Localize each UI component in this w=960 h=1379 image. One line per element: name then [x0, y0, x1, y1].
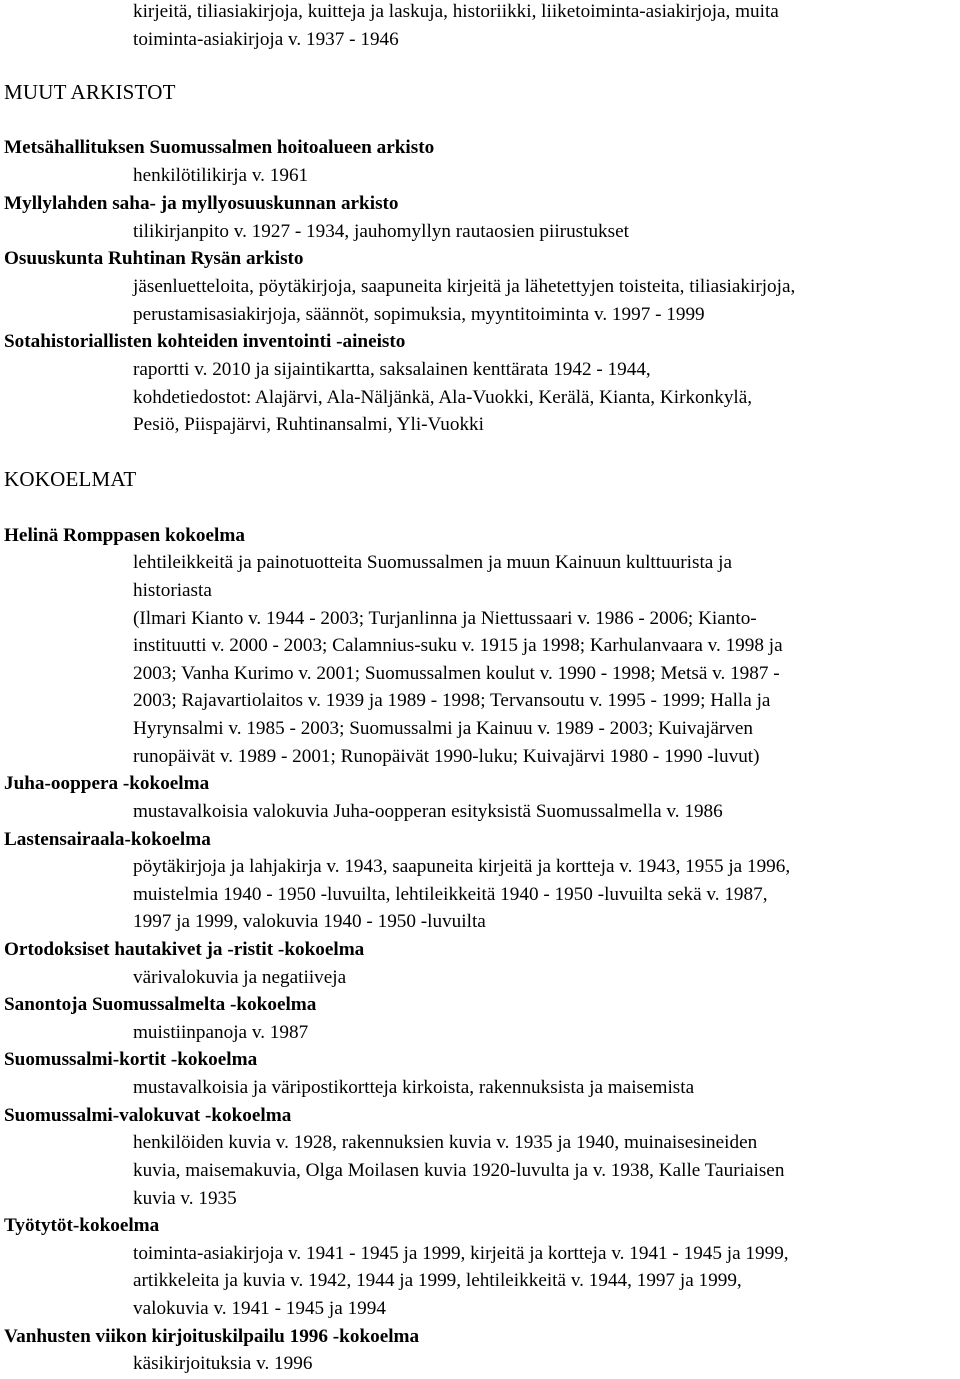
entry-text: historiasta	[133, 580, 212, 601]
entry-text: perustamisasiakirjoja, säännöt, sopimuksia, myyntitoiminta v. 1997 - 1999	[133, 304, 705, 325]
entry-text: henkilöiden kuvia v. 1928, rakennuksien kuvia v. 1935 ja 1940, muinaisesineiden	[133, 1132, 758, 1153]
entry-text: raportti v. 2010 ja sijaintikartta, saksalainen kenttärata 1942 - 1944,	[133, 359, 651, 380]
entry-text: värivalokuvia ja negatiiveja	[133, 967, 347, 988]
entry-text: (Ilmari Kianto v. 1944 - 2003; Turjanlinna ja Niettussaari v. 1986 - 2006; Kianto-	[133, 608, 757, 629]
entry-text: mustavalkoisia valokuvia Juha-oopperan esityksistä Suomussalmella v. 1986	[133, 801, 723, 822]
entry-text: kuvia v. 1935	[133, 1188, 237, 1209]
continuation-line: toiminta-asiakirjoja v. 1937 - 1946	[133, 29, 399, 50]
entry-text: kuvia, maisemakuvia, Olga Moilasen kuvia 1920-luvulta ja v. 1938, Kalle Tauriaisen	[133, 1160, 785, 1181]
entry-text: lehtileikkeitä ja painotuotteita Suomussalmen ja muun Kainuun kulttuurista ja	[133, 552, 732, 573]
entry-text: Pesiö, Piispajärvi, Ruhtinansalmi, Yli-Vuokki	[133, 414, 484, 435]
entry-text: muistelmia 1940 - 1950 -luvuilta, lehtileikkeitä 1940 - 1950 -luvuilta sekä v. 1987,	[133, 884, 768, 905]
entry-text: kohdetiedostot: Alajärvi, Ala-Näljänkä, Ala-Vuokki, Kerälä, Kianta, Kirkonkylä,	[133, 387, 753, 408]
entry-text: runopäivät v. 1989 - 2001; Runopäivät 1990-luku; Kuivajärvi 1980 - 1990 -luvut)	[133, 746, 760, 767]
entry-title: Helinä Romppasen kokoelma	[4, 525, 245, 546]
entry-title: Metsähallituksen Suomussalmen hoitoalueen arkisto	[4, 137, 435, 158]
entry-title: Osuuskunta Ruhtinan Rysän arkisto	[4, 248, 304, 269]
entry-text: muistiinpanoja v. 1987	[133, 1022, 309, 1043]
entry-title: Suomussalmi-valokuvat -kokoelma	[4, 1105, 292, 1126]
section-heading: KOKOELMAT	[4, 467, 137, 491]
entry-title: Juha-ooppera -kokoelma	[4, 773, 210, 794]
entry-title: Työtytöt-kokoelma	[4, 1215, 160, 1236]
entry-text: henkilötilikirja v. 1961	[133, 165, 309, 186]
entry-text: jäsenluetteloita, pöytäkirjoja, saapuneita kirjeitä ja lähetettyjen toisteita, tiliasiakirjoja,	[133, 276, 796, 297]
entry-text: valokuvia v. 1941 - 1945 ja 1994	[133, 1298, 386, 1319]
entry-text: Hyrynsalmi v. 1985 - 2003; Suomussalmi ja Kainuu v. 1989 - 2003; Kuivajärven	[133, 718, 753, 739]
entry-text: pöytäkirjoja ja lahjakirja v. 1943, saapuneita kirjeitä ja kortteja v. 1943, 1955 ja 1996,	[133, 856, 791, 877]
entry-text: mustavalkoisia ja väripostikortteja kirkoista, rakennuksista ja maisemista	[133, 1077, 695, 1098]
section-heading: MUUT ARKISTOT	[4, 80, 176, 104]
entry-text: 1997 ja 1999, valokuvia 1940 - 1950 -luvuilta	[133, 911, 486, 932]
entry-text: käsikirjoituksia v. 1996	[133, 1353, 313, 1374]
entry-title: Lastensairaala-kokoelma	[4, 829, 211, 850]
entry-text: tilikirjanpito v. 1927 - 1934, jauhomyllyn rautaosien piirustukset	[133, 221, 629, 242]
entry-text: artikkeleita ja kuvia v. 1942, 1944 ja 1999, lehtileikkeitä v. 1944, 1997 ja 1999,	[133, 1270, 742, 1291]
entry-text: toiminta-asiakirjoja v. 1941 - 1945 ja 1999, kirjeitä ja kortteja v. 1941 - 1945 ja 1999,	[133, 1243, 789, 1264]
entry-text: 2003; Rajavartiolaitos v. 1939 ja 1989 - 1998; Tervansoutu v. 1995 - 1999; Halla ja	[133, 690, 771, 711]
entry-title: Sanontoja Suomussalmelta -kokoelma	[4, 994, 317, 1015]
entry-text: instituutti v. 2000 - 2003; Calamnius-suku v. 1915 ja 1998; Karhulanvaara v. 1998 ja	[133, 635, 783, 656]
entry-title: Suomussalmi-kortit -kokoelma	[4, 1049, 258, 1070]
entry-title: Ortodoksiset hautakivet ja -ristit -kokoelma	[4, 939, 365, 960]
entry-title: Sotahistoriallisten kohteiden inventointi -aineisto	[4, 331, 406, 352]
entry-title: Vanhusten viikon kirjoituskilpailu 1996 -kokoelma	[4, 1326, 420, 1347]
entry-title: Myllylahden saha- ja myllyosuuskunnan arkisto	[4, 193, 399, 214]
continuation-line: kirjeitä, tiliasiakirjoja, kuitteja ja laskuja, historiikki, liiketoiminta-asiakirjoja, muita	[133, 1, 779, 22]
entry-text: 2003; Vanha Kurimo v. 2001; Suomussalmen koulut v. 1990 - 1998; Metsä v. 1987 -	[133, 663, 780, 684]
